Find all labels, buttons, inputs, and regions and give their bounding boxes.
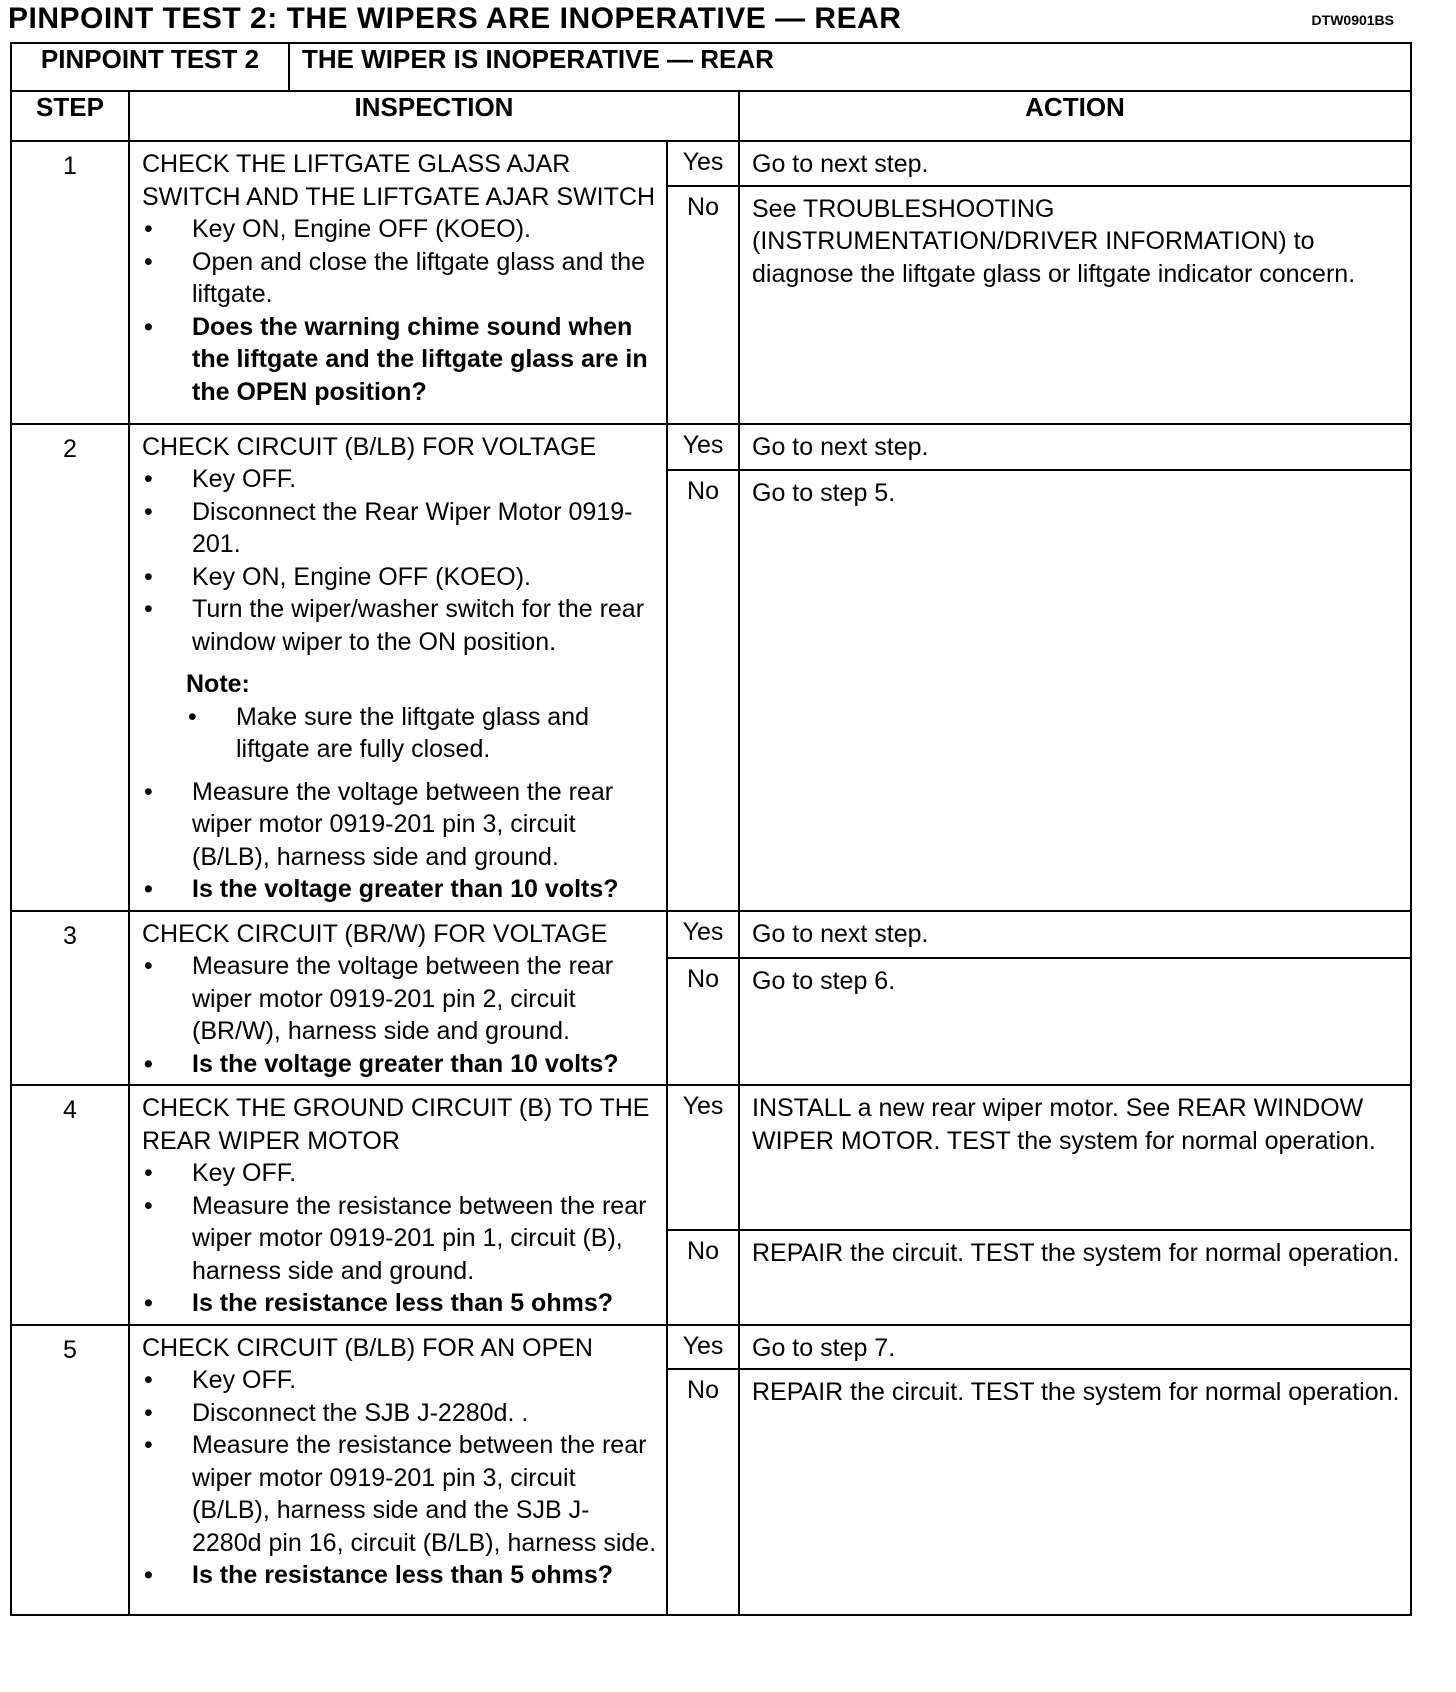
yes-action: Go to next step.	[739, 141, 1411, 186]
yes-action: INSTALL a new rear wiper motor. See REAR WINDOW WIPER MOTOR. TEST the system for normal operation.	[739, 1085, 1411, 1230]
step-row-3	[11, 911, 1411, 958]
no-action: Go to step 6.	[739, 958, 1411, 1085]
step-title: CHECK CIRCUIT (B/LB) FOR VOLTAGE	[142, 432, 597, 461]
column-header-row	[11, 91, 1411, 141]
yes-action: Go to step 7.	[739, 1325, 1411, 1370]
no-action: REPAIR the circuit. TEST the system for normal operation.	[739, 1230, 1411, 1324]
step-question: • Is the voltage greater than 10 volts?	[142, 873, 658, 906]
step-title: CHECK THE GROUND CIRCUIT (B) TO THE REAR WIPER MOTOR	[142, 1094, 650, 1155]
test-header-row	[11, 43, 1411, 91]
step-bullet: • Disconnect the SJB J-2280d. .	[142, 1397, 658, 1430]
step-number: 4	[11, 1085, 129, 1325]
no-action: See TROUBLESHOOTING (INSTRUMENTATION/DRIVER INFORMATION) to diagnose the liftgate glass or liftgate indicator concern.	[739, 186, 1411, 424]
yes-label: Yes	[667, 911, 739, 958]
step-question: • Is the voltage greater than 10 volts?	[142, 1048, 658, 1081]
step-bullet: • Key OFF.	[142, 1364, 658, 1397]
note-bullet: • Make sure the liftgate glass and liftgate are fully closed.	[186, 701, 658, 766]
step-number: 1	[11, 141, 129, 424]
yes-label: Yes	[667, 424, 739, 471]
step-bullet: • Key OFF.	[142, 1157, 658, 1190]
step-inspection	[129, 141, 667, 424]
column-header-inspection: INSPECTION	[129, 91, 739, 141]
step-question: • Is the resistance less than 5 ohms?	[142, 1559, 658, 1592]
page-title: PINPOINT TEST 2: THE WIPERS ARE INOPERATIVE — REAR	[8, 2, 902, 35]
yes-label: Yes	[667, 1325, 739, 1370]
step-bullet: • Measure the resistance between the rear wiper motor 0919-201 pin 1, circuit (B), harness side and ground.	[142, 1190, 658, 1288]
note-label: Note:	[186, 670, 250, 698]
no-action: Go to step 5.	[739, 470, 1411, 910]
no-action: REPAIR the circuit. TEST the system for normal operation.	[739, 1369, 1411, 1615]
step-bullet: • Turn the wiper/washer switch for the rear window wiper to the ON position.	[142, 593, 658, 658]
step-bullet: • Disconnect the Rear Wiper Motor 0919-201.	[142, 496, 658, 561]
test-name: THE WIPER IS INOPERATIVE — REAR	[289, 43, 1411, 91]
document-code: DTW0901BS	[1311, 12, 1394, 28]
no-label: No	[667, 958, 739, 1085]
step-bullet: • Key ON, Engine OFF (KOEO).	[142, 213, 658, 246]
step-title: CHECK CIRCUIT (B/LB) FOR AN OPEN	[142, 1333, 593, 1362]
step-row-4	[11, 1085, 1411, 1230]
step-row-2	[11, 424, 1411, 471]
yes-action: Go to next step.	[739, 911, 1411, 958]
step-inspection	[129, 1085, 667, 1325]
column-header-step: STEP	[11, 91, 129, 141]
no-label: No	[667, 186, 739, 424]
yes-label: Yes	[667, 1085, 739, 1230]
column-header-action: ACTION	[739, 91, 1411, 141]
step-title: CHECK CIRCUIT (BR/W) FOR VOLTAGE	[142, 919, 608, 948]
no-label: No	[667, 1369, 739, 1615]
step-inspection	[129, 424, 667, 911]
step-row-5	[11, 1325, 1411, 1370]
step-number: 2	[11, 424, 129, 911]
step-number: 5	[11, 1325, 129, 1616]
pinpoint-test-table	[10, 42, 1412, 1616]
step-inspection	[129, 1325, 667, 1616]
step-inspection	[129, 911, 667, 1086]
step-row-1	[11, 141, 1411, 186]
step-bullet: • Key ON, Engine OFF (KOEO).	[142, 561, 658, 594]
yes-label: Yes	[667, 141, 739, 186]
no-label: No	[667, 470, 739, 910]
step-question: • Is the resistance less than 5 ohms?	[142, 1287, 658, 1320]
step-bullet: • Measure the voltage between the rear wiper motor 0919-201 pin 2, circuit (BR/W), harness side and ground.	[142, 950, 658, 1048]
test-number: PINPOINT TEST 2	[11, 43, 289, 91]
step-title: CHECK THE LIFTGATE GLASS AJAR SWITCH AND THE LIFTGATE AJAR SWITCH	[142, 150, 656, 211]
step-bullet: • Open and close the liftgate glass and the liftgate.	[142, 246, 658, 311]
step-question: • Does the warning chime sound when the liftgate and the liftgate glass are in the OPEN position?	[142, 311, 658, 409]
step-number: 3	[11, 911, 129, 1086]
step-bullet: • Measure the voltage between the rear wiper motor 0919-201 pin 3, circuit (B/LB), harness side and ground.	[142, 776, 658, 874]
no-label: No	[667, 1230, 739, 1324]
step-note	[142, 668, 658, 766]
step-bullet: • Measure the resistance between the rear wiper motor 0919-201 pin 3, circuit (B/LB), harness side and the SJB J-2280d pin 16, circuit (B/LB), harness side.	[142, 1429, 658, 1559]
step-bullet: • Key OFF.	[142, 463, 658, 496]
yes-action: Go to next step.	[739, 424, 1411, 471]
